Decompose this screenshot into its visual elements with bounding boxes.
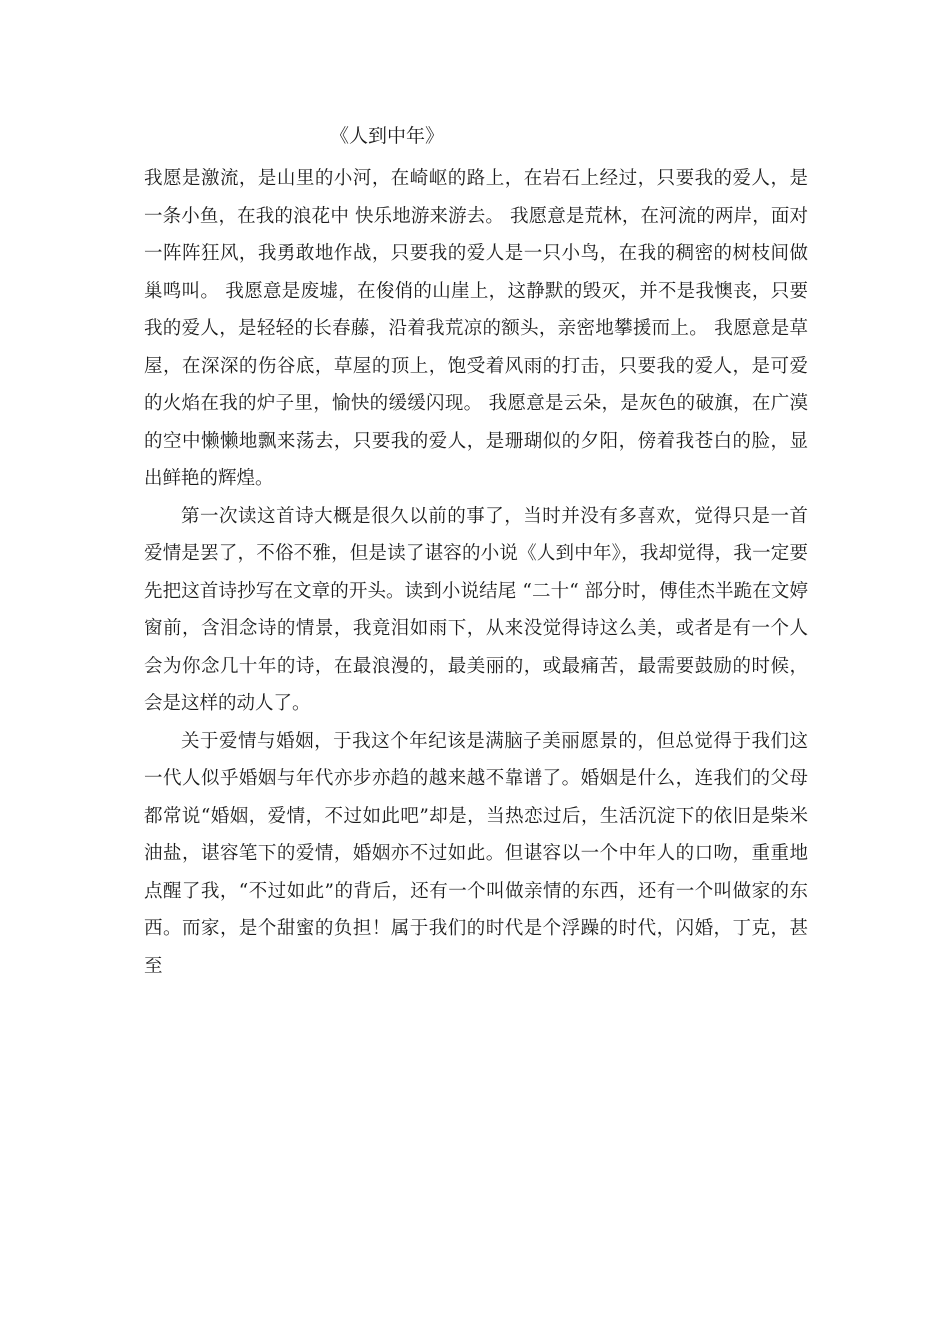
love-marriage-paragraph: 关于爱情与婚姻，于我这个年纪该是满脑子美丽愿景的，但总觉得于我们这一代人似乎婚姻与年代亦步亦趋的越来越不靠谱了。婚姻是什么，连我们的父母都常说“婚姻，爱情，不过如此吧”却是，当热恋过后，生活沉淀下的依旧是柴米油盐，谌容笔下的爱情，婚姻亦不过如此。但谌容以一个中年人的口吻，重重地点醒了我，“不过如此”的背后，还有一个叫做亲情的东西，还有一个叫做家的东西。而家，是个甜蜜的负担！属于我们的时代是个浮躁的时代，闪婚，丁克，甚至 (144, 730, 808, 977)
document-title: 《人到中年》 (330, 125, 445, 147)
document-body (144, 160, 808, 985)
first-reading-paragraph: 第一次读这首诗大概是很久以前的事了，当时并没有多喜欢，觉得只是一首爱情是罢了，不俗不雅，但是读了谌容的小说《人到中年》，我却觉得，我一定要先把这首诗抄写在文章的开头。读到小说结尾 “二十“ 部分时，傅佳杰半跪在文婷窗前，含泪念诗的情景，我竟泪如雨下，从来没觉得诗这么美，或者是有一个人会为你念几十年的诗，在最浪漫的，最美丽的，或最痛苦，最需要鼓励的时候，会是这样的动人了。 (144, 505, 808, 714)
poem-paragraph: 我愿是激流，是山里的小河，在崎岖的路上，在岩石上经过，只要我的爱人，是一条小鱼，在我的浪花中 快乐地游来游去。 我愿意是荒林，在河流的两岸，面对一阵阵狂风，我勇敢地作战，只要我的爱人是一只小鸟，在我的稠密的树枝间做巢鸣叫。 我愿意是废墟，在俊俏的山崖上，这静默的毁灭，并不是我懊丧，只要我的爱人，是轻轻的长春藤，沿着我荒凉的额头，亲密地攀援而上。 我愿意是草屋，在深深的伤谷底，草屋的顶上，饱受着风雨的打击，只要我的爱人，是可爱的火焰在我的炉子里，愉快的缓缓闪现。 我愿意是云朵，是灰色的破旗，在广漠的空中懒懒地飘来荡去，只要我的爱人，是珊瑚似的夕阳，傍着我苍白的脸，显出鲜艳的辉煌。 (144, 168, 808, 489)
